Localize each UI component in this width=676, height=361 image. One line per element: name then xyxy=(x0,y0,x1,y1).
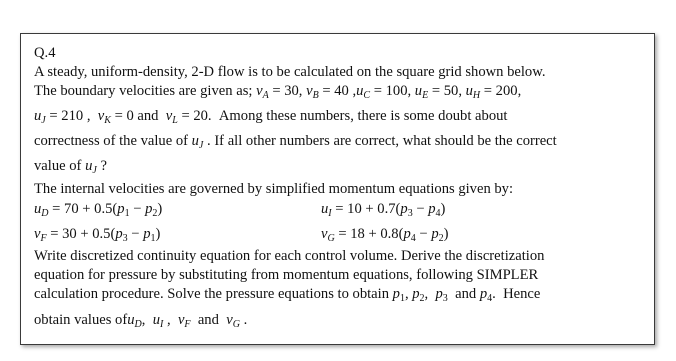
equation-uD: $u_D = 70 + 0.5(p_1 - p_2)$ xyxy=(34,201,163,219)
equation-uI: $u_I = 10 + 0.7(p_3 - p_4)$ xyxy=(321,201,446,219)
text-line-7: Write discretized continuity equation for each control volume. Derive the discretization xyxy=(34,248,545,264)
text-line-1: A steady, uniform-density, 2-D flow is to be calculated on the square grid shown below. xyxy=(34,64,546,80)
text-line-4: correctness of the value of $u_J$ . If all other numbers are correct, what should be the correct xyxy=(34,133,557,151)
equation-row-2 xyxy=(34,225,449,244)
text-line-9: calculation procedure. Solve the pressure equations to obtain $p_1$, $p_2$, $p_3$ and $p_4$. Hence xyxy=(34,286,541,304)
equation-vF: $v_F = 30 + 0.5(p_3 - p_1)$ xyxy=(34,226,161,244)
equation-vG: $v_G = 18 + 0.8(p_4 - p_2)$ xyxy=(321,226,449,244)
text-line-10: obtain values ofu$_D$, $u_I$ , $v_F$ and $v_G$ . xyxy=(34,312,248,330)
text-line-8: equation for pressure by substituting from momentum equations, following SIMPLER xyxy=(34,267,539,283)
question-number: Q.4 xyxy=(34,45,56,61)
text-line-2: The boundary velocities are given as; $v_A = 30$, $v_B = 40$ $,u_C = 100$, $u_E = 50$, $u_H = 200$, xyxy=(34,83,522,101)
text-line-6: The internal velocities are governed by simplified momentum equations given by: xyxy=(34,181,514,197)
text-line-5: value of $u_J$ ? xyxy=(34,158,107,176)
equation-row-1 xyxy=(34,200,446,219)
text-line-3: $u_J = 210$ , $v_K = 0$ and $v_L = 20$. Among these numbers, there is some doubt about xyxy=(34,108,508,126)
